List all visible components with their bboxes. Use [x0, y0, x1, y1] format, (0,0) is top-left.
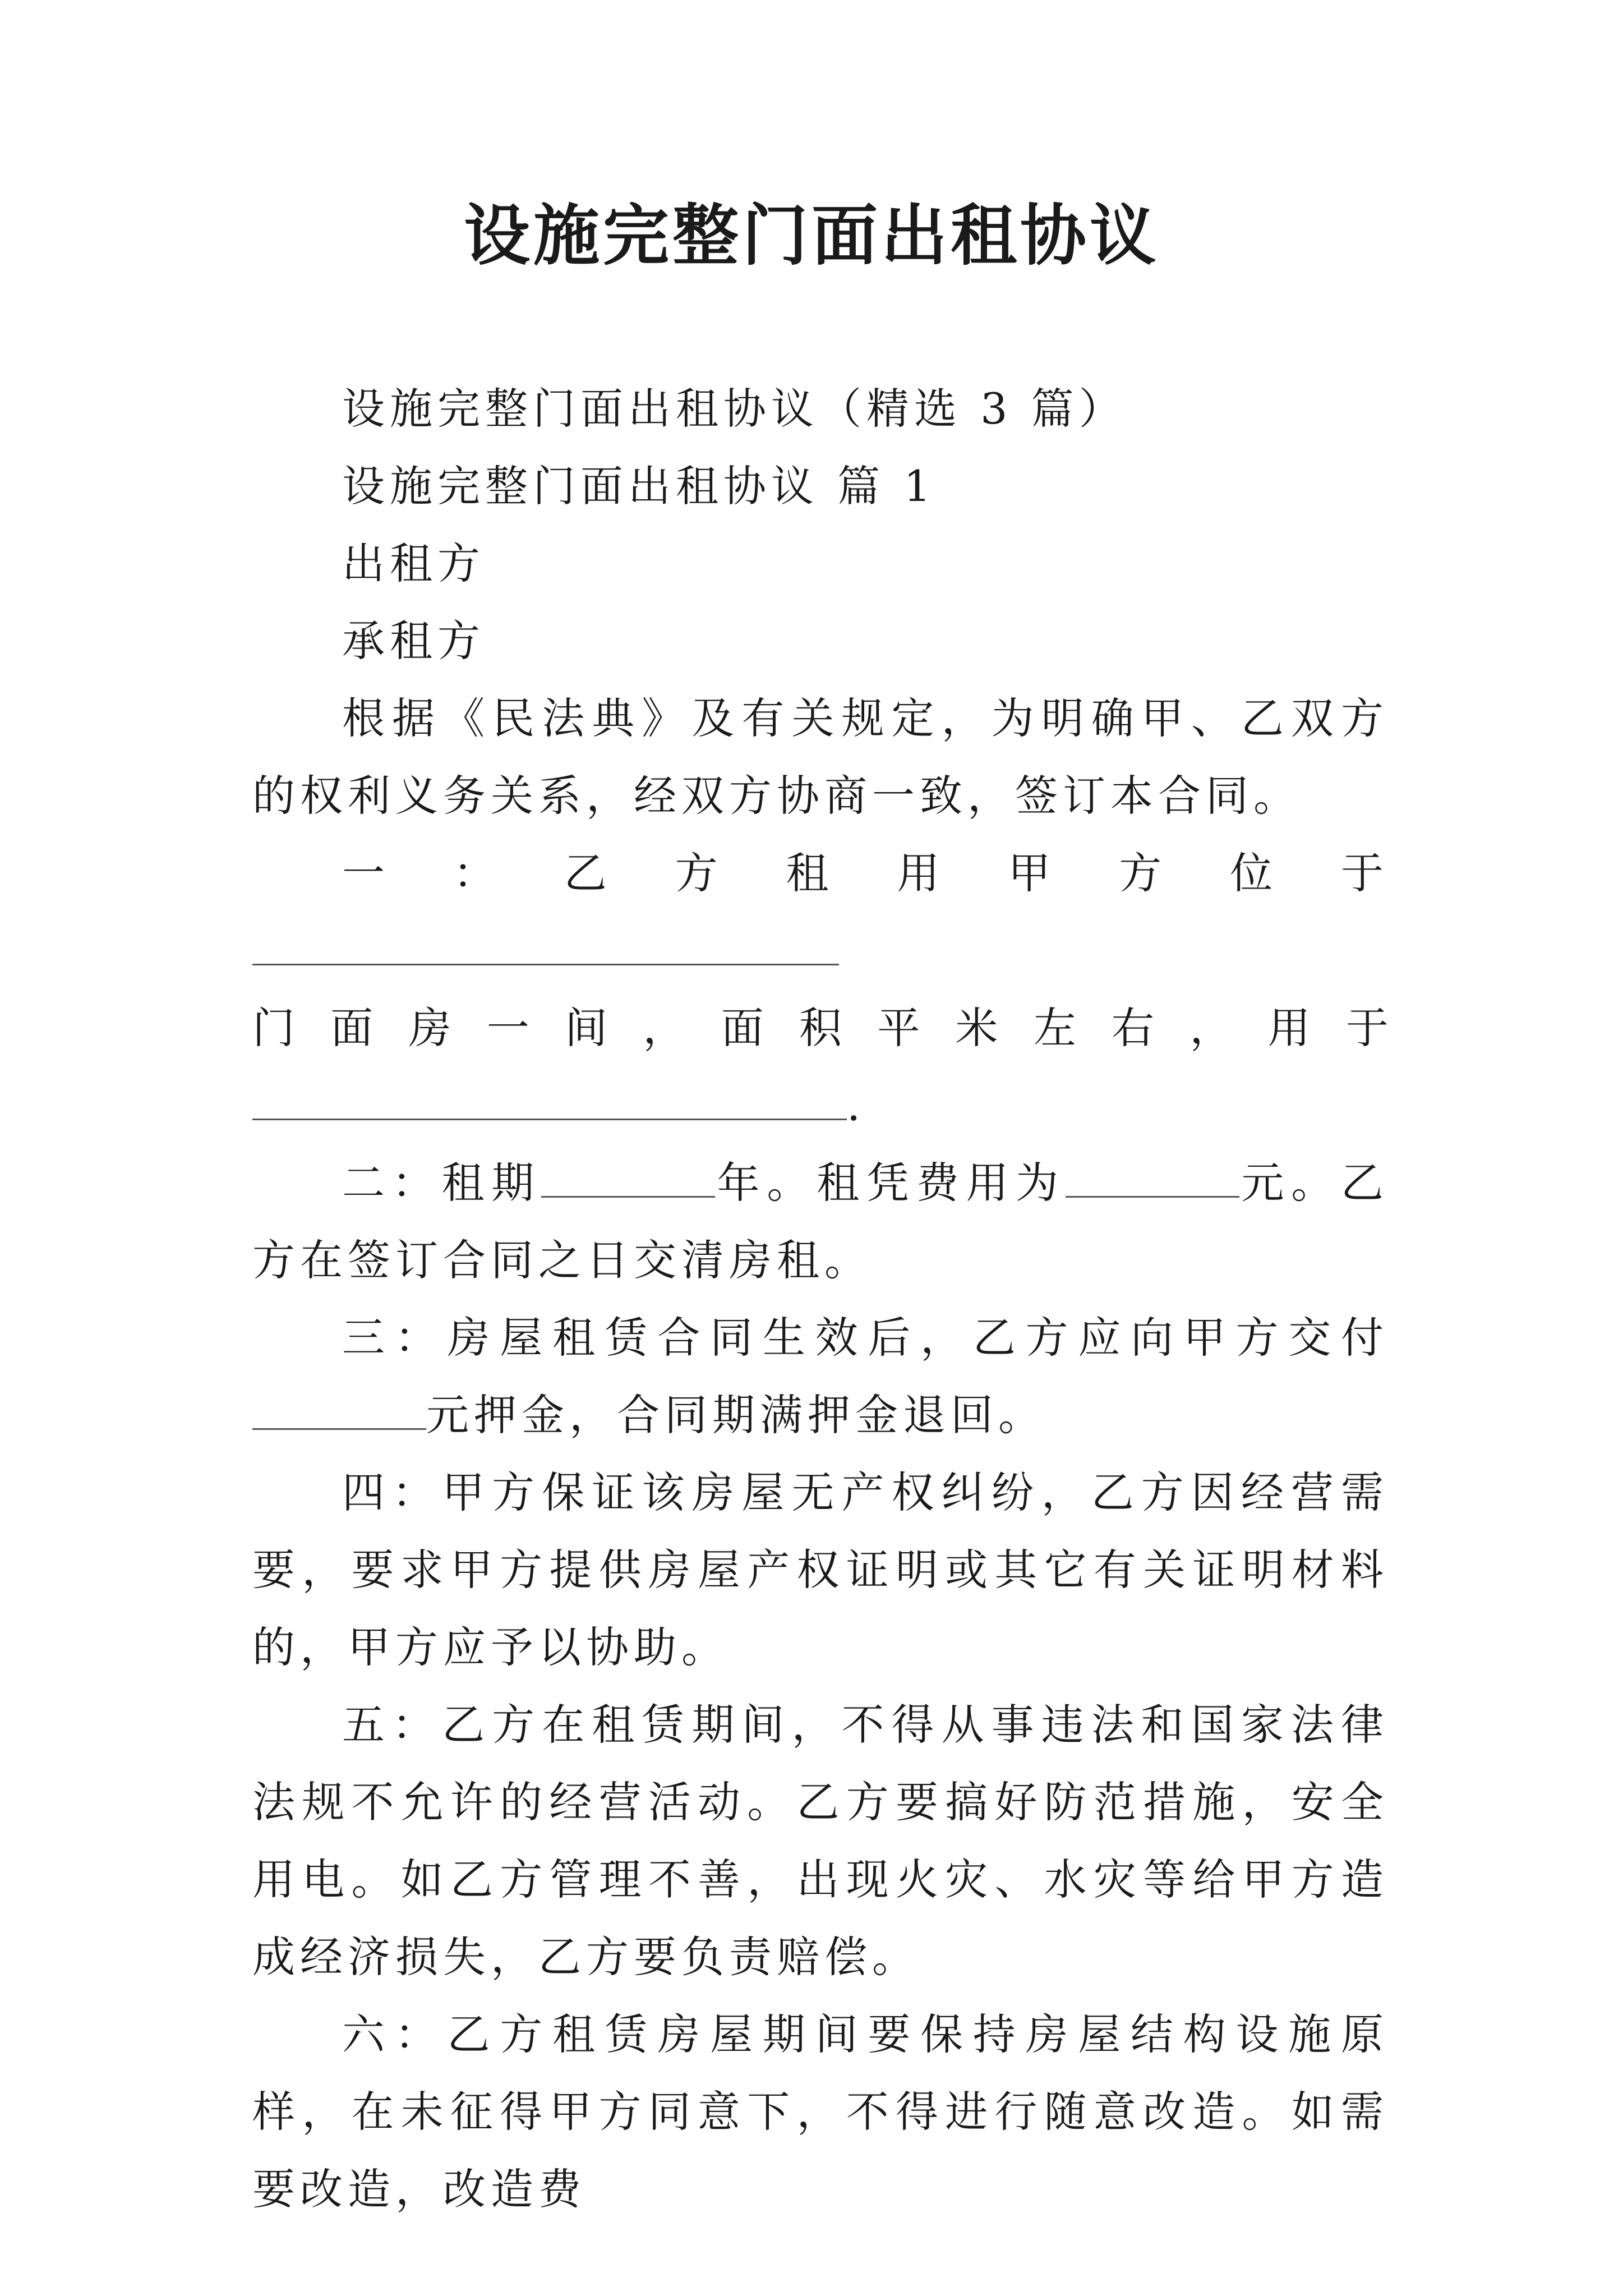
clause-3-text-b: 元押金，合同期满押金退回。 [426, 1390, 1046, 1440]
clause-1-char: 房 [408, 1003, 451, 1053]
clause-4-paragraph: 四：甲方保证该房屋无产权纠纷，乙方因经营需要，要求甲方提供房屋产权证明或其它有关证明材料的，甲方应予以协助。 [252, 1467, 1389, 1672]
clause-2-text-b: 年。租凭费用为 [714, 1158, 1066, 1208]
preamble-paragraph: 根据《民法典》及有关规定，为明确甲、乙双方的权利义务关系，经双方协商一致，签订本合同。 [252, 693, 1389, 821]
clause-6-paragraph: 六：乙方租赁房屋期间要保持房屋结构设施原样，在未征得甲方同意下，不得进行随意改造。如需要改造，改造费 [252, 2009, 1389, 2214]
document-body [252, 370, 1389, 2228]
clause-1-char: 面 [330, 1003, 374, 1053]
usage-blank [252, 1075, 847, 1120]
clause-1-text: 一：乙方租用甲方位于 [342, 848, 1389, 898]
location-blank [252, 920, 839, 965]
clause-1-char: 积 [799, 1003, 842, 1053]
lessee-label: 承租方 [342, 616, 485, 666]
clause-1-char: ， [643, 1003, 686, 1053]
clause-1-char: 面 [721, 1003, 764, 1053]
clause-1-char: 于 [1345, 1003, 1389, 1053]
lessor-label: 出租方 [342, 539, 485, 588]
clause-1-line-1 [252, 835, 1389, 990]
clause-2-paragraph [252, 1144, 1389, 1299]
clause-1-line-2 [252, 990, 1389, 1067]
clause-1-char: 平 [877, 1003, 920, 1053]
clause-2-text-c: 元。乙方在签订合同之日交清房租。 [252, 1158, 1389, 1285]
clause-1-char: 一 [486, 1003, 529, 1053]
clause-1-line-3 [252, 1067, 1389, 1144]
clause-1-char: 左 [1033, 1003, 1076, 1053]
clause-1-char: 米 [955, 1003, 998, 1053]
clause-5-paragraph: 五：乙方在租赁期间，不得从事违法和国家法律法规不允许的经营活动。乙方要搞好防范措施，安全用电。如乙方管理不善，出现火灾、水灾等给甲方造成经济损失，乙方要负责赔偿。 [252, 1700, 1389, 1982]
clause-1-end: . [847, 1080, 861, 1130]
document-title: 设施完整门面出租协议 [463, 196, 1159, 274]
section-heading: 设施完整门面出租协议 篇 1 [342, 461, 936, 511]
clause-1-char: 右 [1112, 1003, 1155, 1053]
clause-3-text-a: 三：房屋租赁合同生效后，乙方应向甲方交付 [342, 1313, 1389, 1363]
clause-3-paragraph [252, 1299, 1389, 1454]
deposit-amount-blank [252, 1384, 426, 1430]
clause-1-char: 用 [1267, 1003, 1311, 1053]
subtitle: 设施完整门面出租协议（精选 3 篇） [342, 384, 1127, 434]
clause-1-char: 间 [565, 1003, 608, 1053]
clause-1-char: 门 [252, 1003, 295, 1053]
term-years-blank [541, 1152, 715, 1198]
clause-1-char: ， [1189, 1003, 1233, 1053]
clause-2-text-a: 二：租期 [342, 1158, 541, 1208]
rent-amount-blank [1066, 1152, 1239, 1198]
